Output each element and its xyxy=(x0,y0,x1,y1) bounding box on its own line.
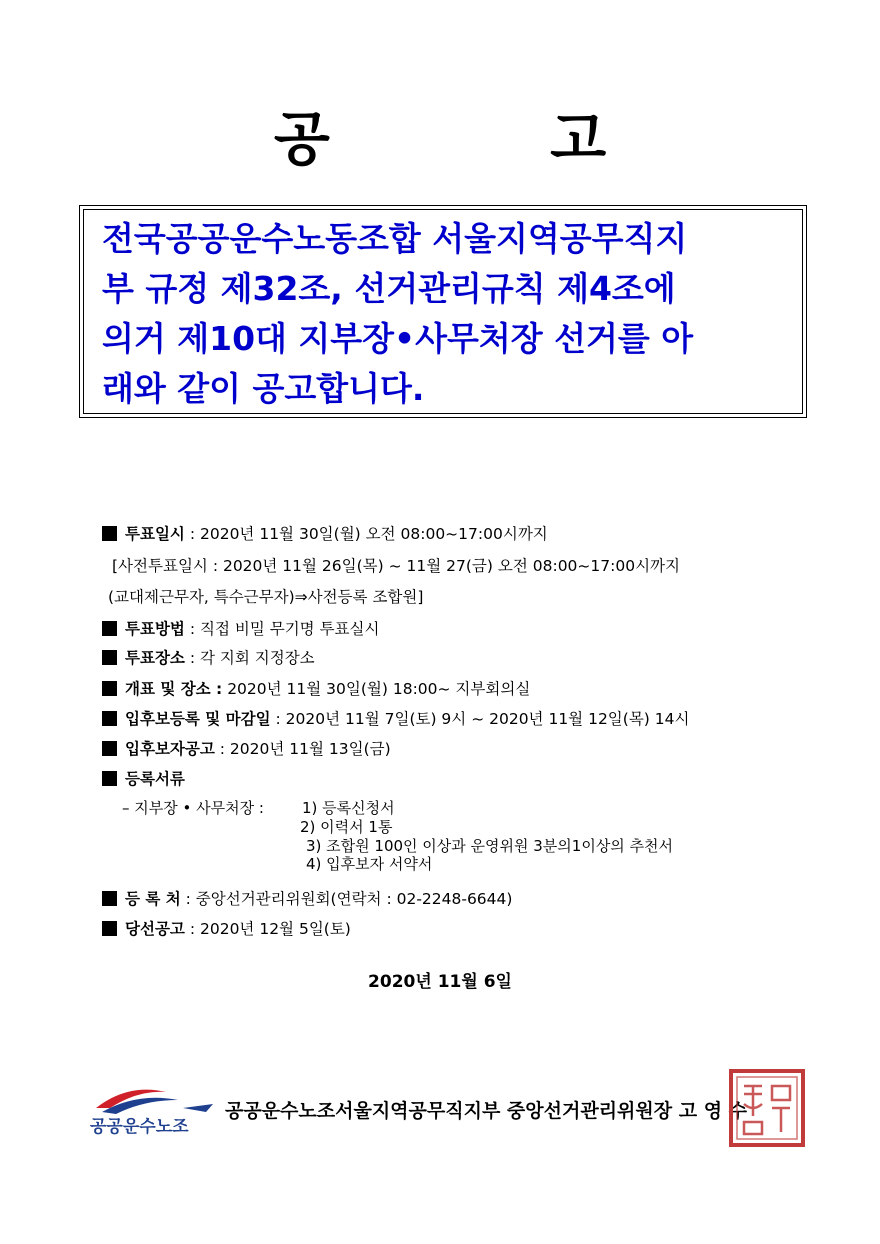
docs-row: 등록서류 xyxy=(102,767,185,789)
early-vote-note-row: (교대제근무자, 특수근무자)⇒사전등록 조합원] xyxy=(108,588,424,606)
announce-row: 입후보자공고 : 2020년 11월 13일(금) xyxy=(102,737,391,759)
bullet-square-icon xyxy=(102,771,117,786)
docs-target: – 지부장 • 사무처장 : xyxy=(122,799,264,817)
bullet-square-icon xyxy=(102,711,117,726)
seal-stamp-icon xyxy=(728,1068,806,1148)
notice-date: 2020년 11월 6일 xyxy=(368,972,512,992)
bullet-square-icon xyxy=(102,621,117,636)
notice-box xyxy=(79,205,807,418)
notice-line-4: 래와 같이 공고합니다. xyxy=(102,369,425,408)
logo-text: 공공운수노조 xyxy=(90,1117,189,1137)
bullet-square-icon xyxy=(102,650,117,665)
docs-item: 3) 조합원 100인 이상과 운영위원 3분의1이상의 추천서 xyxy=(306,837,674,855)
notice-line-3: 의거 제10대 지부장•사무처장 선거를 아 xyxy=(102,319,694,358)
page-title: 공 고 xyxy=(273,105,707,173)
bullet-square-icon xyxy=(102,741,117,756)
notice-text xyxy=(102,214,792,414)
docs-item: 2) 이력서 1통 xyxy=(300,818,393,836)
union-logo-icon xyxy=(88,1078,218,1138)
vote-date-row: 투표일시 : 2020년 11월 30일(월) 오전 08:00~17:00시까지 xyxy=(102,522,548,544)
notice-line-2: 부 규정 제32조, 선거관리규칙 제4조에 xyxy=(102,269,676,308)
notice-line-1: 전국공공운수노동조합 서울지역공무직지 xyxy=(102,219,688,258)
method-row: 투표방법 : 직접 비밀 무기명 투표실시 xyxy=(102,617,379,639)
early-vote-row: [사전투표일시 : 2020년 11월 26일(목) ~ 11월 27(금) 오전 08:00~17:00시까지 xyxy=(112,557,680,575)
signature-line: 공공운수노조서울지역공무직지부 중앙선거관리위원장 고 영 수 xyxy=(225,1100,748,1122)
bullet-square-icon xyxy=(102,921,117,936)
bullet-square-icon xyxy=(102,891,117,906)
docs-item: 1) 등록신청서 xyxy=(302,799,395,817)
union-logo xyxy=(88,1078,218,1138)
count-row: 개표 및 장소 : 2020년 11월 30일(월) 18:00~ 지부회의실 xyxy=(102,677,530,699)
bullet-square-icon xyxy=(102,681,117,696)
bullet-square-icon xyxy=(102,526,117,541)
place-row: 투표장소 : 각 지회 지정장소 xyxy=(102,646,315,668)
docs-item: 4) 입후보자 서약서 xyxy=(306,855,433,873)
office-row: 등 록 처 : 중앙선거관리위원회(연락처 : 02-2248-6644) xyxy=(102,887,512,909)
result-row: 당선공고 : 2020년 12월 5일(토) xyxy=(102,917,351,939)
register-row: 입후보등록 및 마감일 : 2020년 11월 7일(토) 9시 ~ 2020년 11월 12일(목) 14시 xyxy=(102,707,689,729)
official-seal xyxy=(728,1068,806,1148)
